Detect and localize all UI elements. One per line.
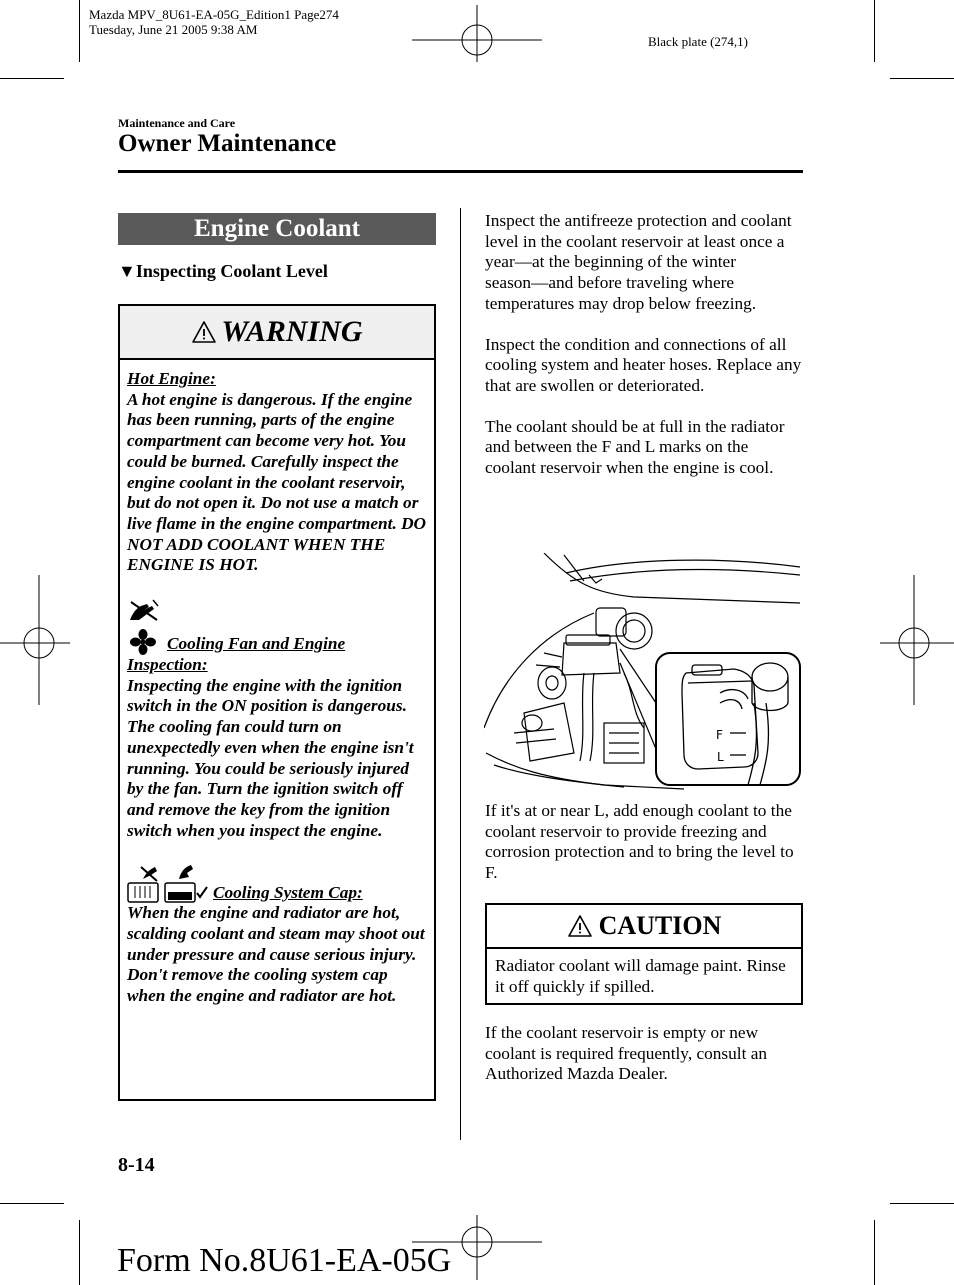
crop-mark xyxy=(79,1220,80,1285)
fan-heading-cont: Inspection: xyxy=(127,655,208,675)
section-banner: Engine Coolant xyxy=(118,213,436,245)
warning-triangle-icon xyxy=(567,914,593,938)
fan-heading: Cooling Fan and Engine xyxy=(167,634,346,654)
crop-mark xyxy=(890,78,954,79)
crop-mark xyxy=(79,0,80,62)
cooling-fan-icon xyxy=(127,629,159,655)
coolant-reservoir-illustration xyxy=(484,553,802,793)
hot-engine-body: A hot engine is dangerous. If the engine has been running, parts of the engine compartment can become very hot. You could be burned. Carefully inspect the engine coolant in the coolant reservoir, but do not open it. Do not use a match or live flame in the engine compartment. DO NOT ADD COOLANT WHEN THE ENGINE IS HOT. xyxy=(127,389,427,575)
cap-body: When the engine and radiator are hot, scalding coolant and steam may shoot out under pressure and cause serious injury. Don't remove the cooling system cap when the engine and radiator are hot. xyxy=(127,903,425,1006)
paragraph-hoses: Inspect the condition and connections of all cooling system and heater hoses. Replace any that are swollen or deteriorated. xyxy=(485,334,802,395)
fan-body: Inspecting the engine with the ignition switch in the ON position is dangerous. The cooling fan could turn on unexpectedly even when the engine isn't running. You could be seriously injured by the fan. Turn the ignition switch off and remove the key from the ignition switch when you inspect the engine. xyxy=(127,675,414,840)
paragraph-add-coolant: If it's at or near L, add enough coolant to the coolant reservoir to provide freezing and corrosion protection and to bring the level to F. xyxy=(485,801,794,883)
mark-l-label: L xyxy=(717,750,724,764)
plate-label: Black plate (274,1) xyxy=(648,34,748,49)
page-title: Owner Maintenance xyxy=(118,130,337,157)
warning-header xyxy=(120,306,434,360)
hot-engine-heading: Hot Engine: xyxy=(127,369,216,388)
section-label: Maintenance and Care xyxy=(118,116,236,130)
caution-title: CAUTION xyxy=(598,911,722,940)
crop-mark xyxy=(874,1220,875,1285)
registration-mark-icon xyxy=(0,575,70,705)
crop-mark xyxy=(874,0,875,62)
title-rule xyxy=(118,170,803,173)
subsection-heading: ▼Inspecting Coolant Level xyxy=(118,261,328,281)
form-number: Form No.8U61-EA-05G xyxy=(117,1242,452,1279)
column-divider xyxy=(460,208,461,1140)
warning-title: WARNING xyxy=(221,315,363,348)
print-meta-line2: Tuesday, June 21 2005 9:38 AM xyxy=(89,22,258,37)
paragraph-antifreeze: Inspect the antifreeze protection and coolant level in the coolant reservoir at least once a year―at the beginning of the winter season―and before traveling where temperatures may drop below freezing. xyxy=(485,211,792,313)
radiator-cap-hazard-icon xyxy=(127,863,209,903)
paragraph-dealer: If the coolant reservoir is empty or new coolant is required frequently, consult an Authorized Mazda Dealer. xyxy=(485,1023,768,1084)
paragraph-level: The coolant should be at full in the radiator and between the F and L marks on the coolant reservoir when the engine is cool. xyxy=(485,416,785,478)
warning-triangle-icon xyxy=(191,320,217,344)
hand-hazard-icon xyxy=(127,598,161,624)
registration-mark-icon xyxy=(880,575,954,705)
crop-mark xyxy=(0,78,64,79)
crop-mark xyxy=(0,1203,64,1204)
caution-box xyxy=(485,903,803,1005)
caution-body: Radiator coolant will damage paint. Rinse it off quickly if spilled. xyxy=(495,956,786,996)
print-meta-line1: Mazda MPV_8U61-EA-05G_Edition1 Page274 xyxy=(89,7,339,22)
warning-box xyxy=(118,304,436,1101)
crop-mark xyxy=(890,1203,954,1204)
cap-heading: Cooling System Cap: xyxy=(213,882,363,902)
page-number: 8-14 xyxy=(118,1154,155,1176)
mark-f-label: F xyxy=(716,728,723,742)
caution-header xyxy=(487,905,801,949)
registration-mark-icon xyxy=(412,0,542,80)
